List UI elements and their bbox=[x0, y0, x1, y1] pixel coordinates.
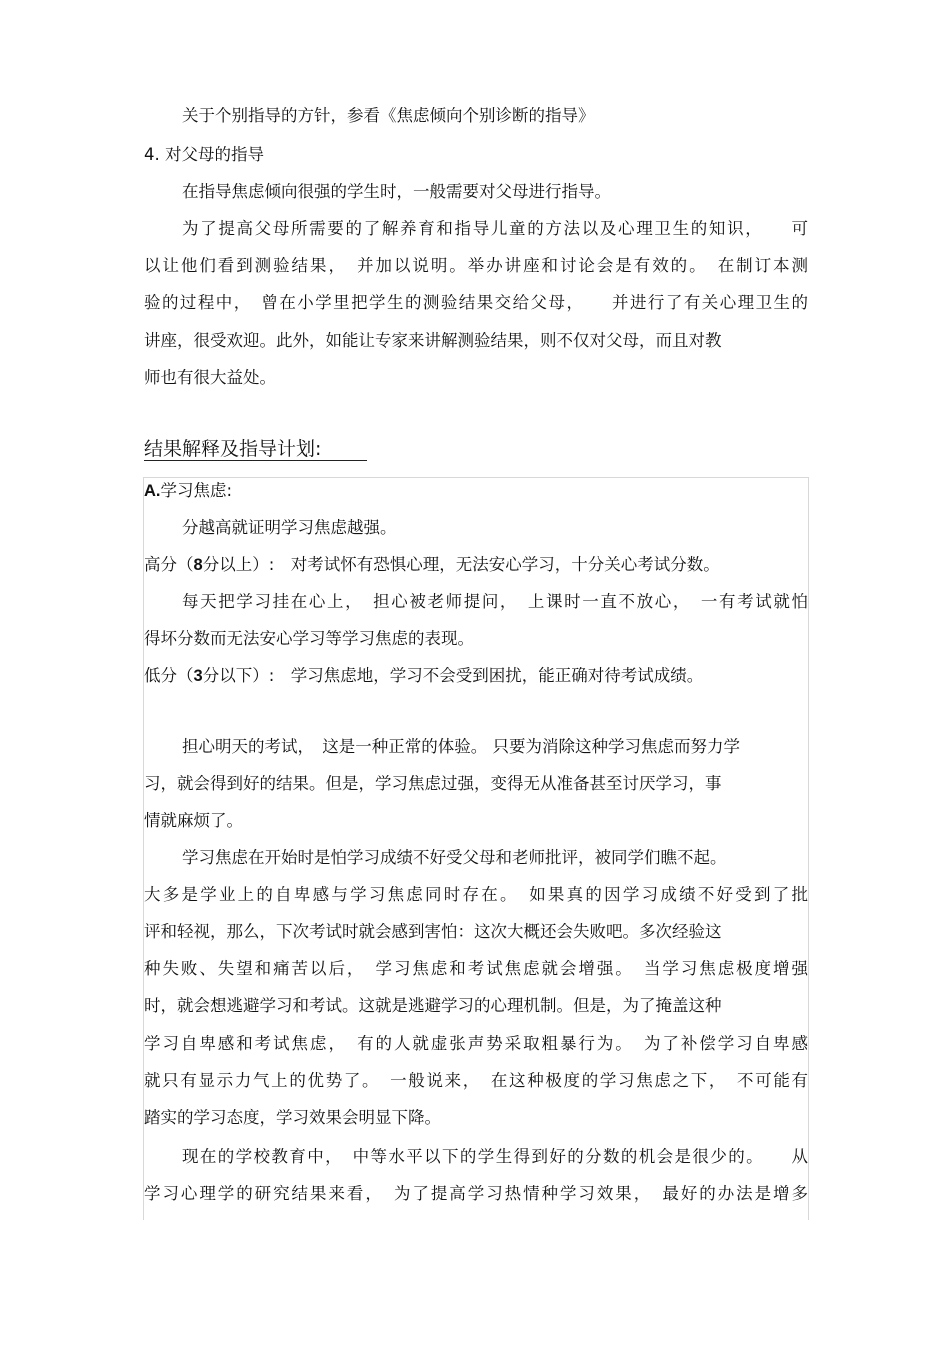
paragraph-line: 就只有显示力气上的优势了。 一般说来， 在这种极度的学习焦虑之下， 不可能有 bbox=[144, 1071, 808, 1090]
paragraph-line: 踏实的学习态度，学习效果会明显下降。 bbox=[144, 1108, 441, 1127]
low-score-prefix: 低分（ bbox=[144, 666, 194, 685]
high-score-line bbox=[144, 555, 808, 575]
section-a-title: 学习焦虑: bbox=[160, 481, 233, 500]
guidance-reference-line: 关于个别指导的方针，参看《焦虑倾向个别诊断的指导》 bbox=[182, 106, 595, 125]
paragraph-line: 习，就会得到好的结果。但是，学习焦虑过强，变得无从准备甚至讨厌学习，事 bbox=[144, 774, 722, 793]
low-score-line bbox=[144, 666, 808, 686]
low-score-number: 3 bbox=[193, 667, 203, 685]
heading-underline bbox=[144, 460, 367, 461]
paragraph-line: 师也有很大益处。 bbox=[144, 368, 276, 387]
paragraph-line: 现在的学校教育中， 中等水平以下的学生得到好的分数的机会是很少的。 从 bbox=[182, 1147, 808, 1166]
section-a-description: 分越高就证明学习焦虑越强。 bbox=[182, 518, 397, 537]
low-score-text: 分以下）: 学习焦虑地，学习不会受到困扰，能正确对待考试成绩。 bbox=[202, 666, 704, 685]
paragraph-line: 以让他们看到测验结果， 并加以说明。举办讲座和讨论会是有效的。 在制订本测 bbox=[144, 256, 808, 275]
section-4-number: 4. bbox=[144, 145, 160, 164]
paragraph-line: 得坏分数而无法安心学习等学习焦虑的表现。 bbox=[144, 629, 474, 648]
high-score-prefix: 高分（ bbox=[144, 555, 194, 574]
paragraph-line: 学习焦虑在开始时是怕学习成绩不好受父母和老师批评，被同学们瞧不起。 bbox=[182, 848, 727, 867]
high-score-text: 分以上）: 对考试怀有恐惧心理，无法安心学习，十分关心考试分数。 bbox=[202, 555, 720, 574]
section-4-heading bbox=[144, 145, 808, 165]
high-score-number: 8 bbox=[193, 556, 203, 574]
paragraph-line: 学习心理学的研究结果来看， 为了提高学习热情种学习效果， 最好的办法是增多 bbox=[144, 1184, 808, 1203]
section-4-title: 对父母的指导 bbox=[165, 145, 264, 164]
paragraph-line: 时，就会想逃避学习和考试。这就是逃避学习的心理机制。但是，为了掩盖这种 bbox=[144, 996, 722, 1015]
section-a-label bbox=[144, 481, 808, 501]
paragraph-line: 为了提高父母所需要的了解养育和指导儿童的方法以及心理卫生的知识， 可 bbox=[182, 219, 808, 238]
results-heading: 结果解释及指导计划: bbox=[144, 438, 322, 460]
paragraph-line: 情就麻烦了。 bbox=[144, 811, 243, 830]
paragraph-line: 每天把学习挂在心上， 担心被老师提问， 上课时一直不放心， 一有考试就怕 bbox=[182, 592, 808, 611]
paragraph-line: 在指导焦虑倾向很强的学生时，一般需要对父母进行指导。 bbox=[182, 182, 611, 201]
section-a-letter: A. bbox=[144, 482, 161, 500]
paragraph-line: 讲座，很受欢迎。此外，如能让专家来讲解测验结果，则不仅对父母，而且对教 bbox=[144, 331, 722, 350]
paragraph-line: 验的过程中， 曾在小学里把学生的测验结果交给父母， 并进行了有关心理卫生的 bbox=[144, 293, 808, 312]
paragraph-line: 担心明天的考试， 这是一种正常的体验。 只要为消除这种学习焦虑而努力学 bbox=[182, 737, 740, 756]
paragraph-line: 种失败、失望和痛苦以后， 学习焦虑和考试焦虑就会增强。 当学习焦虑极度增强 bbox=[144, 959, 808, 978]
paragraph-line: 大多是学业上的自卑感与学习焦虑同时存在。 如果真的因学习成绩不好受到了批 bbox=[144, 885, 808, 904]
paragraph-line: 评和轻视，那么，下次考试时就会感到害怕：这次大概还会失败吧。多次经验这 bbox=[144, 922, 722, 941]
paragraph-line: 学习自卑感和考试焦虑， 有的人就虚张声势采取粗暴行为。 为了补偿学习自卑感 bbox=[144, 1034, 808, 1053]
